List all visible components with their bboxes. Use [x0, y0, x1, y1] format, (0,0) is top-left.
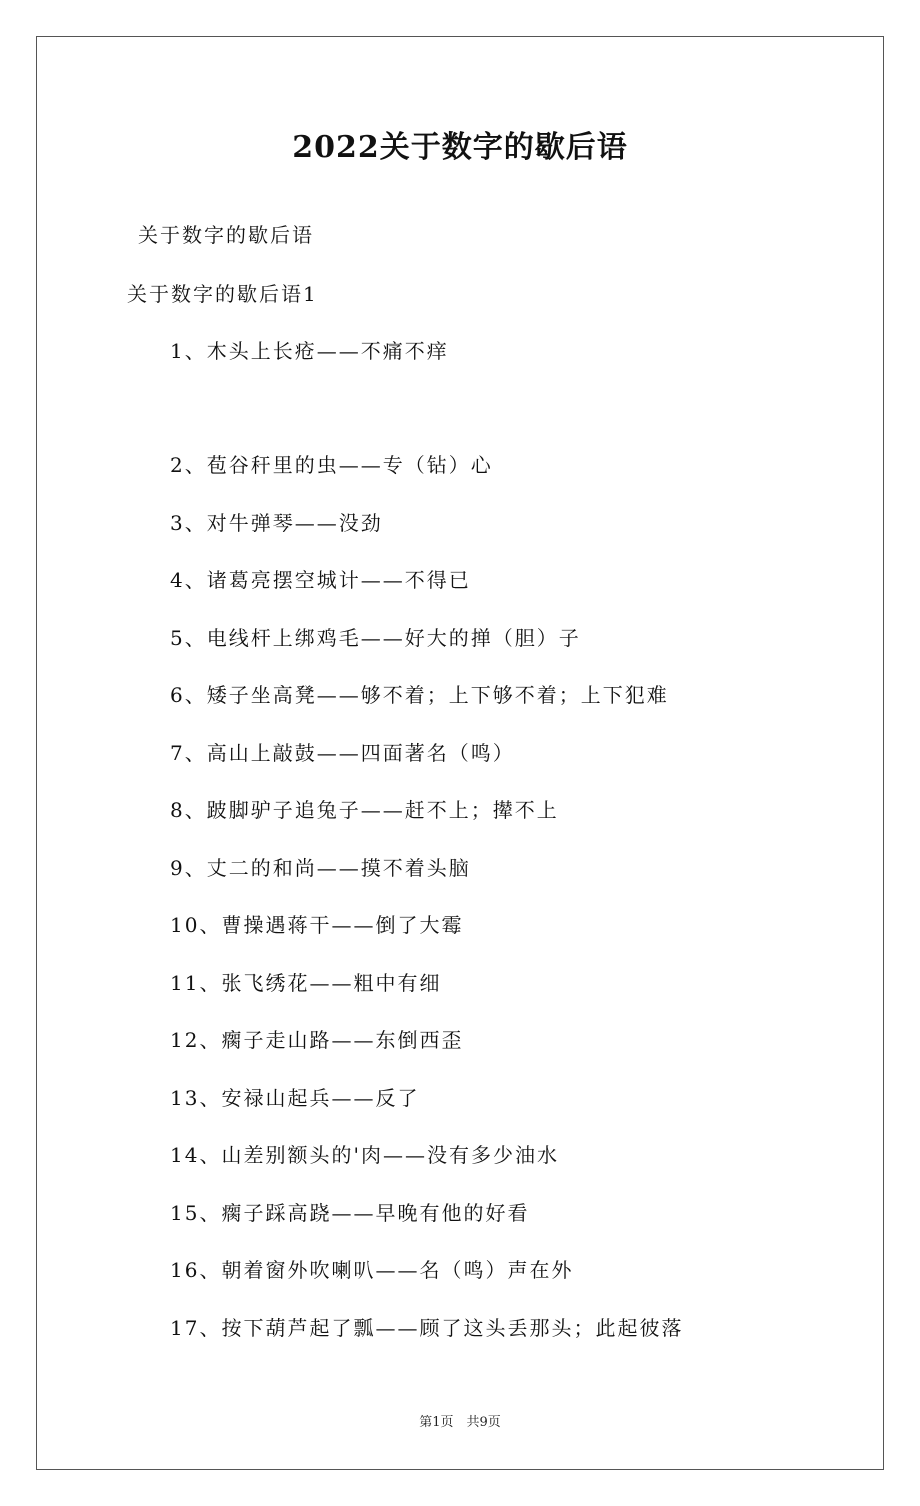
- list-item: 7、高山上敲鼓——四面著名（鸣）: [170, 741, 515, 765]
- list-item: 16、朝着窗外吹喇叭——名（鸣）声在外: [170, 1258, 574, 1282]
- list-item: 14、山差别额头的'肉——没有多少油水: [170, 1143, 559, 1167]
- list-item: 6、矮子坐高凳——够不着；上下够不着；上下犯难: [170, 683, 669, 707]
- list-item: 11、张飞绣花——粗中有细: [170, 971, 442, 995]
- list-item: 5、电线杆上绑鸡毛——好大的掸（胆）子: [170, 626, 581, 650]
- page-footer: 第1页 共9页: [419, 1415, 501, 1430]
- list-item: 3、对牛弹琴——没劲: [170, 511, 383, 535]
- list-item: 1、木头上长疮——不痛不痒: [170, 339, 449, 363]
- document-title: 2022关于数字的歇后语: [292, 130, 628, 165]
- list-item: 9、丈二的和尚——摸不着头脑: [170, 856, 471, 880]
- list-item: 10、曹操遇蒋干——倒了大霉: [170, 913, 464, 937]
- list-item: 2、苞谷秆里的虫——专（钻）心: [170, 453, 493, 477]
- list-item: 13、安禄山起兵——反了: [170, 1086, 420, 1110]
- list-item: 4、诸葛亮摆空城计——不得已: [170, 568, 471, 592]
- document-subtitle: 关于数字的歇后语: [138, 223, 314, 247]
- list-item: 15、瘸子踩高跷——早晚有他的好看: [170, 1201, 530, 1225]
- section-heading: 关于数字的歇后语1: [127, 282, 318, 306]
- list-item: 17、按下葫芦起了瓢——顾了这头丢那头；此起彼落: [170, 1316, 684, 1340]
- list-item: 12、瘸子走山路——东倒西歪: [170, 1028, 464, 1052]
- list-item: 8、跛脚驴子追兔子——赶不上；撵不上: [170, 798, 559, 822]
